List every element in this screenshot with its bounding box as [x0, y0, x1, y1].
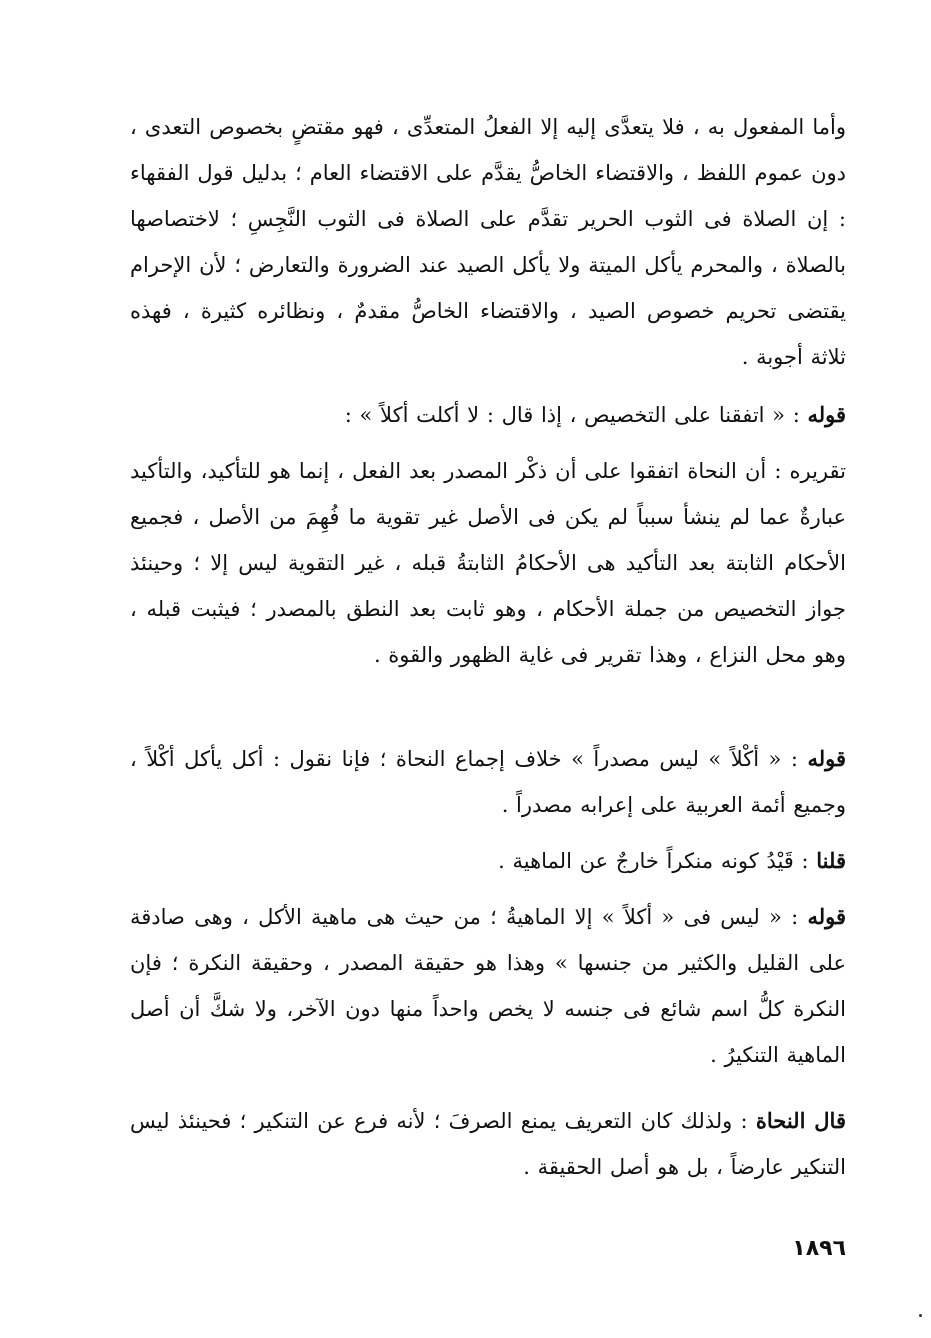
paragraph-3 — [130, 448, 846, 678]
paragraph-5 — [130, 838, 846, 884]
paragraph-7 — [130, 1098, 846, 1190]
paragraph-text: : « أكْلاً » ليس مصدراً » خلاف إجماع النحاة ؛ فإنا نقول : أكل يأكل أكْلاً ، وجميع أئمة العربية على إعرابه مصدراً . — [130, 747, 846, 817]
paragraph-1 — [130, 104, 846, 380]
page-number: ١٨٩٦ — [792, 1236, 846, 1261]
paragraph-4 — [130, 736, 846, 828]
scan-speck — [919, 1314, 922, 1317]
paragraph-text: : ولذلك كان التعريف يمنع الصرفَ ؛ لأنه فرع عن التنكير ؛ فحينئذ ليس التنكير عارضاً ، بل هو أصل الحقيقة . — [130, 1109, 846, 1179]
paragraph-6 — [130, 894, 846, 1078]
paragraph-label: قال النحاة — [755, 1108, 846, 1133]
paragraph-text: : « ليس فى « أكلاً » إلا الماهيةُ ؛ من حيث هى ماهية الأكل ، وهى صادقة على القليل والكثير من جنسها » وهذا هو حقيقة المصدر ، وحقيقة النكرة ؛ فإن النكرة كلُّ اسم شائع فى جنسه لا يخص واحداً منها دون الآخر، ولا شكَّ أن أصل الماهية التنكيرُ . — [130, 905, 846, 1067]
paragraph-label: قوله — [807, 904, 846, 929]
paragraph-2 — [130, 392, 846, 438]
paragraph-label: قوله — [807, 746, 846, 771]
paragraph-text: تقريره : أن النحاة اتفقوا على أن ذكْر المصدر بعد الفعل ، إنما هو للتأكيد، والتأكيد عبارةٌ عما لم ينشأ سبباً لم يكن فى الأصل غير تقوية ما فُهِمَ من الأصل ، فجميع الأحكام الثابتة بعد التأكيد هى الأحكامُ الثابتةُ قبله ، غير التقوية ليس إلا ؛ وحينئذ جواز التخصيص من جملة الأحكام ، وهو ثابت بعد النطق بالمصدر ؛ فيثبت قبله ، وهو محل النزاع ، وهذا تقرير فى غاية الظهور والقوة . — [130, 459, 846, 667]
paragraph-label: قلنا — [816, 848, 846, 873]
paragraph-text: : « اتفقنا على التخصيص ، إذا قال : لا أكلت أكلاً » : — [344, 403, 808, 427]
paragraph-label: قوله — [807, 402, 846, 427]
paragraph-text: : قَيْدُ كونه منكراً خارجٌ عن الماهية . — [498, 849, 817, 873]
paragraph-text: وأما المفعول به ، فلا يتعدَّى إليه إلا الفعلُ المتعدِّى ، فهو مقتضٍ بخصوص التعدى ، دون عموم اللفظ ، والاقتضاء الخاصُّ يقدَّم على الاقتضاء العام ؛ بدليل قول الفقهاء : إن الصلاة فى الثوب الحرير تقدَّم على الصلاة فى الثوب النَّجِسِ ؛ لاختصاصها بالصلاة ، والمحرم يأكل الميتة ولا يأكل الصيد عند الضرورة والتعارض ؛ لأن الإحرام يقتضى تحريم خصوص الصيد ، والاقتضاء الخاصُّ مقدمٌ ، ونظائره كثيرة ، فهذه ثلاثة أجوبة . — [130, 115, 846, 369]
